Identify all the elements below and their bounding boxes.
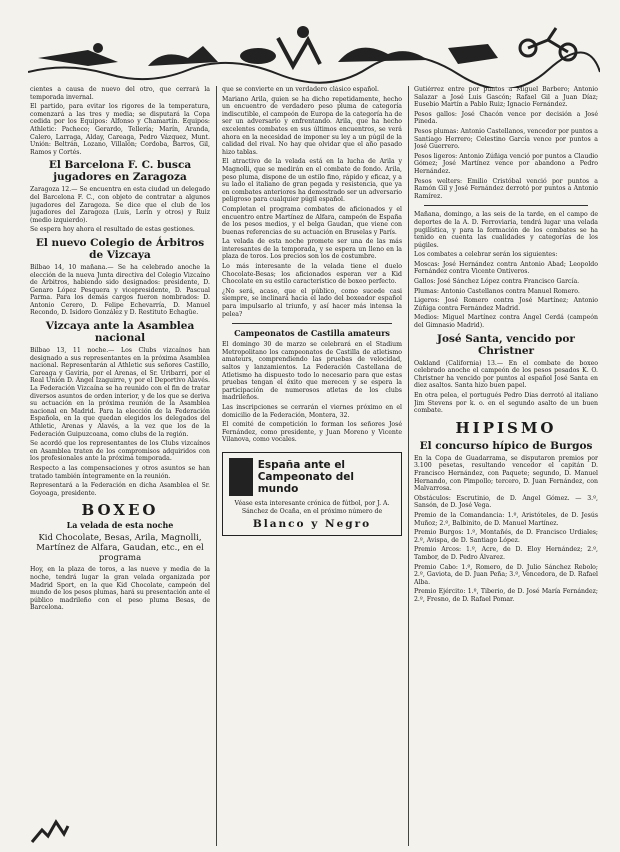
- headline-colegio: El nuevo Colegio de Árbitros de Vizcaya: [35, 236, 205, 261]
- page-corner-mark-icon: [30, 812, 70, 846]
- paragraph: Obstáculos: Escrutinio, de D. Ángel Gómez. — 3.º, Sansón, de D. José Vega.: [414, 494, 598, 510]
- paragraph: Premio Cabo: 1.º, Romero, de D. Julio Sánchez Rebolo; 2.º, Gaviota, de D. Juan Peña; 3.º, Vencedora, de D. Rafael Alba.: [414, 563, 598, 586]
- paragraph: Mañana, domingo, a las seis de la tarde, en el campo de deportes de la A. D. Ferroviaria, tendrá lugar una velada pugilística, y para la formación de los combates se ha tenido en cuenta las cualidades y categorías de los púgiles.: [414, 211, 598, 249]
- headline-campeonatos: Campeonatos de Castilla amateurs: [234, 328, 390, 339]
- section-title-boxeo: BOXEO: [81, 501, 159, 520]
- column-left: [30, 86, 210, 614]
- paragraph: El partido, para evitar los rigores de la temperatura, comenzará a las tres y media; se disputará la Copa cedida por los Equipos: Alfonso y Chamartín. Equipos: Athletic: Pacheco; Gerardo, Tellería; Marín, Aranda, Calero, Larraga, Alday, Careaga, Pedro Vázquez, Munt. Unión: Beltrán, Lozano, Villalón; Cordoba, Barros, Gil, Ramos y Cortés.: [30, 103, 210, 156]
- ad-image: [229, 458, 253, 496]
- paragraph: Pesos welters: Emilio Cristóbal venció por puntos a Ramón Gil y José Fernández derrotó por puntos a Antonio Ramírez.: [414, 177, 598, 200]
- ad-title: España ante el Campeonato del mundo: [257, 458, 354, 495]
- section-title-hipismo: HIPISMO: [455, 418, 557, 437]
- headline-santa: José Santa, vencido por Christner: [437, 332, 575, 357]
- paragraph: Representará a la Federación en dicha Asamblea el Sr. Goyoaga, presidente.: [30, 482, 210, 497]
- paragraph: La velada de esta noche promete ser una de las más interesantes de la temporada, y se espera un lleno en la plaza de toros. Los precios son los de costumbre.: [222, 238, 402, 261]
- paragraph: En otra pelea, el portugués Pedro Dias derrotó al italiano Jim Stevens por k. o. en el segundo asalto de un buen combate.: [414, 392, 598, 415]
- paragraph: ¿No será, acaso, que el público, como sucede casi siempre, se inclinará hacia el lado del boxeador español para impulsarlo al triunfo, y así hacer más intensa la pelea?: [222, 287, 402, 318]
- paragraph: Plumas: Antonio Castellanos contra Manuel Romero.: [414, 287, 580, 295]
- headline-vizcaya: Vizcaya ante la Asamblea nacional: [45, 320, 195, 345]
- paragraph: cientes a causa de nuevo del otro, que cerrará la temporada invernal.: [30, 86, 210, 101]
- paragraph: En la Copa de Guadarrama, se disputaron premios por 3.100 pesetas, resultando vencedor el capitán D. Francisco Hernández, con Paquete; segundo, D. Manuel Hernando, con Pimpollo; tercero, D. Juan Fernández, con Malvarrosa.: [414, 454, 598, 493]
- sports-illustration-icon: [28, 18, 600, 88]
- headline-barcelona: El Barcelona F. C. busca jugadores en Zaragoza: [48, 159, 192, 184]
- advertisement-box: [222, 452, 402, 536]
- paragraph: Premio Arcos: 1.º, Acre, de D. Eloy Hernández; 2.º, Tambor, de D. Pedro Álvarez.: [414, 546, 598, 561]
- column-divider: [408, 86, 409, 846]
- paragraph: Pesos plumas: Antonio Castellanos, vencedor por puntos a Santiago Herrero; Celestino García vence por puntos a José Guerrero.: [414, 127, 598, 151]
- paragraph: El atractivo de la velada está en la lucha de Arila y Magnolli, que se medirán en el combate de fondo. Arila, peso pluma, dispone de un estilo fino, rápido y eficaz, y a su lado el italiano de gran pegada y resistencia, que ya en combates anteriores ha demostrado ser un adversario peligroso para cualquier púgil español.: [222, 158, 402, 204]
- paragraph: que se convierte en un verdadero clásico español.: [222, 86, 379, 93]
- paragraph: Lo más interesante de la velada tiene el duelo Chocolate-Besas; los aficionados esperan ver a Kid Chocolate en su estilo característico de boxeo perfecto.: [222, 263, 402, 286]
- paragraph: Moscas: José Hernández contra Antonio Abad; Leopoldo Fernández contra Vicente Ontiveros.: [414, 260, 598, 276]
- ad-publication: Blanco y Negro: [252, 518, 372, 531]
- newspaper-page: [30, 86, 598, 846]
- paragraph: Mariano Arila, quien se ha dicho repetidamente, hecho un encuentro de verdadero peso pluma de categoría indiscutible, el campeón de Europa de la categoría ha de ser un adversario y enfrentando. Arila, que ha hecho excelentes combates en sus últimos encuentros, se verá ahora en la necesidad de imponer su ley a un púgil de la calidad del rival. No hay que olvidar que el año pasado hizo tablas.: [222, 95, 402, 156]
- paragraph: Oakland (California) 13.— En el combate de boxeo celebrado anoche el campeón de los pesos pesados K. O. Christner ha vencido por puntos al español José Santa en diez asaltos. Santa hizo buen papel.: [414, 359, 598, 390]
- column-middle: [222, 86, 402, 536]
- divider: [232, 323, 392, 324]
- paragraph: Premio Burgos: 1.º, Montañés, de D. Francisco Urdiales; 2.º, Avispa, de D. Santiago López.: [414, 529, 598, 544]
- column-right: [414, 86, 598, 605]
- paragraph: Medios: Miguel Martínez contra Ángel Cerdá (campeón del Gimnasio Madrid).: [414, 314, 598, 330]
- paragraph: Ligeros: José Romero contra José Martínez; Antonio Zúñiga contra Fernández Madrid.: [414, 297, 598, 312]
- paragraph: Premio Ejército: 1.º, Tiberio, de D. José María Fernández; 2.º, Fresno, de D. Rafael Pomar.: [414, 588, 598, 603]
- paragraph: Se acordó que los representantes de los Clubs vizcaínos en Asamblea traten de los compromisos adquiridos con los profesionales ante la próxima temporada.: [30, 440, 210, 463]
- paragraph: Se espera hoy ahora el resultado de estas gestiones.: [30, 226, 195, 234]
- paragraph: Los combates a celebrar serán los siguientes:: [414, 251, 558, 259]
- paragraph: Bilbao 14, 10 mañana.— Se ha celebrado anoche la elección de la nueva Junta directiva del Colegio Vizcaíno de Árbitros, habiendo sido designados: presidente, D. Genaro López Pesquera y vicepresidente, D. Pascual Parma. Para los demás cargos fueron nombrados: D. Antonio Cerero, D. Felipe Echevarría, D. Manuel Recondo, D. Isidoro González y D. Restituto Echagüe.: [30, 263, 210, 317]
- paragraph: Completan el programa combates de aficionados y el encuentro entre Martínez de Alfara, campeón de España de los pesos medios, y el belga Gaudan, que viene con buenas referencias de su actuación en Bruselas y París.: [222, 205, 402, 236]
- paragraph: Bilbao 13, 11 noche.— Los Clubs vizcaínos han designado a sus representantes en la próxima Asamblea nacional. Representarán al Athletic sus señores Castillo, Careaga y Gaviria, por el Arenas, el Sr. Uribarri, por el Real Unión D. Ángel Izaguirre, y por el Deportivo Alavés. La Federación Vizcaína se ha reunido con el fin de tratar diversos asuntos de orden interior, y de los que se deriva su actuación en la próxima reunión de la Asamblea nacional en Madrid. Para la elección de la Federación Española, en la que quedan elegidos los delegados del Athletic, Arenas y Alavés, a la vez que los de la Federación Guipuzcoana, como clubs de la región.: [30, 347, 210, 438]
- paragraph: Hoy, en la plaza de toros, a las nueve y media de la noche, tendrá lugar la gran velada organizada por Madrid Sport, en la que Kid Chocolate, campeón del mundo de los pesos plumas, hará su presentación ante el público madrileño con el peso pluma Besas, de Barcelona.: [30, 566, 210, 612]
- paragraph: Premio de la Comandancia: 1.º, Aristóteles, de D. Jesús Muñoz; 2.º, Balbinito, de D. Manuel Martínez.: [414, 511, 598, 527]
- paragraph: Respecto a las compensaciones y otros asuntos se han tratado también íntegramente en la reunión.: [30, 464, 210, 480]
- subheadline-velada: Kid Chocolate, Besas, Arila, Magnolli, Martínez de Alfara, Gaudan, etc., en el programa: [36, 533, 204, 564]
- paragraph: El comité de competición lo forman los señores José Fernández, como presidente, y Juan Moreno y Vicente Vilanova, como vocales.: [222, 421, 402, 444]
- column-divider: [216, 86, 217, 846]
- headline-velada: La velada de esta noche: [66, 520, 174, 531]
- paragraph: Pesos ligeros: Antonio Zúñiga venció por puntos a Claudio Gómez; José Martínez vence por abandono a Pedro Hernández.: [414, 152, 598, 175]
- paragraph: El domingo 30 de marzo se celebrará en el Stadium Metropolitano los campeonatos de Castilla de atletismo amateurs, comprendiendo las pruebas de velocidad, saltos y lanzamientos. La Federación Castellana de Atletismo ha dispuesto todo lo necesario para que estas pruebas tengan el éxito que merecen y se espera la participación de numerosos atletas de los clubs madrileños.: [222, 341, 402, 402]
- paragraph: Las inscripciones se cerrarán el viernes próximo en el domicilio de la Federación, Montera, 32.: [222, 403, 402, 419]
- paragraph: Pesos gallos: José Chacón vence por decisión a José Pineda.: [414, 110, 598, 126]
- paragraph: Gallos: José Sánchez López contra Francisco García.: [414, 278, 580, 286]
- paragraph: Zaragoza 12.— Se encuentra en esta ciudad un delegado del Barcelona F. C., con objeto de contratar a algunos jugadores del Zaragoza. Se dice que el club de los jugadores del Zaragoza (Luis, Lerín y otros) y Ruiz (medio izquierdo).: [30, 186, 210, 224]
- divider: [424, 205, 588, 206]
- headline-burgos: El concurso hípico de Burgos: [419, 439, 593, 452]
- ad-body: Véase esta interesante crónica de fútbol, por J. A. Sánchez de Ocaña, en el próximo número de: [234, 499, 390, 515]
- paragraph: Gutiérrez entre por puntos a Miguel Barbero; Antonio Salazar a José Luis Gascón; Rafael Gil a Juan Díaz; Eusebio Martín a Pablo Ruiz; Ignacio Fernández.: [414, 86, 598, 109]
